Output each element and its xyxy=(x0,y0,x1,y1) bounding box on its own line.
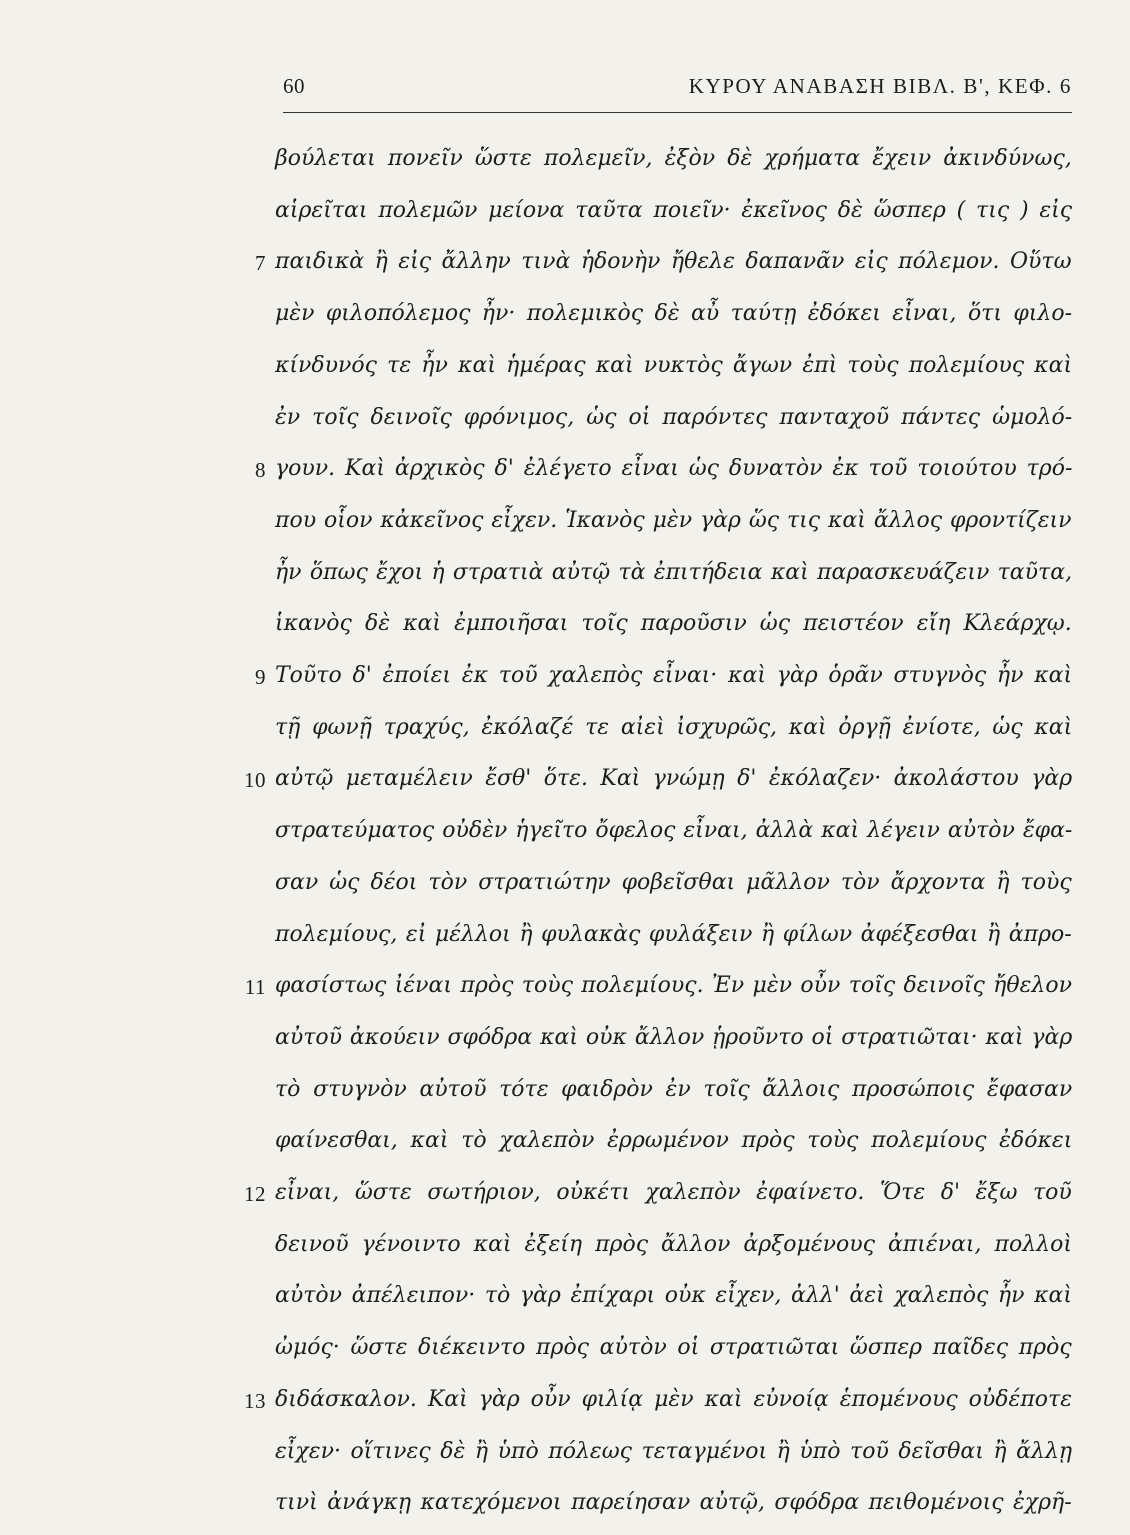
section-number: 13 xyxy=(244,1388,266,1413)
text-line xyxy=(0,1483,1130,1535)
line-text: μὲν φιλοπόλεμος ἦν· πολεμικὸς δὲ αὖ ταύτῃ ἐδόκει εἶναι, ὅτι φιλο- xyxy=(275,301,1073,327)
running-title: ΚΥΡΟΥ ΑΝΑΒΑΣΗ ΒΙΒΛ. Β', ΚΕΦ. 6 xyxy=(688,74,1072,98)
text-line xyxy=(0,501,1130,553)
line-text: εἶχεν· οἵτινες δὲ ἢ ὑπὸ πόλεως τεταγμένοι ἢ ὑπὸ τοῦ δεῖσθαι ἢ ἄλλῃ xyxy=(275,1438,1073,1464)
text-line xyxy=(0,708,1130,760)
text-line xyxy=(0,1121,1130,1173)
text-line xyxy=(0,915,1130,967)
line-text: σαν ὡς δέοι τὸν στρατιώτην φοβεῖσθαι μᾶλλον τὸν ἄρχοντα ἢ τοὺς xyxy=(275,869,1072,895)
line-text: διδάσκαλον. Καὶ γὰρ οὖν φιλίᾳ μὲν καὶ εὐνοίᾳ ἑπομένους οὐδέποτε xyxy=(275,1386,1073,1412)
section-number: 8 xyxy=(255,458,266,483)
header-rule xyxy=(283,112,1072,113)
text-line xyxy=(0,863,1130,915)
line-text: τινὶ ἀνάγκῃ κατεχόμενοι παρείησαν αὐτῷ, σφόδρα πειθομένοις ἐχρῆ- xyxy=(275,1490,1072,1516)
line-text: ὠμός· ὥστε διέκειντο πρὸς αὐτὸν οἱ στρατιῶται ὥσπερ παῖδες πρὸς xyxy=(275,1335,1072,1361)
page-header xyxy=(283,70,1072,106)
text-line xyxy=(0,656,1130,708)
line-text: ἦν ὅπως ἔχοι ἡ στρατιὰ αὐτῷ τὰ ἐπιτήδεια καὶ παρασκευάζειν ταῦτα, xyxy=(275,559,1073,585)
line-text: στρατεύματος οὐδὲν ἡγεῖτο ὄφελος εἶναι, ἀλλὰ καὶ λέγειν αὐτὸν ἔφα- xyxy=(275,818,1073,844)
text-line xyxy=(0,242,1130,294)
section-number: 10 xyxy=(244,768,266,793)
line-text: ἐν τοῖς δεινοῖς φρόνιμος, ὡς οἱ παρόντες πανταχοῦ πάντες ὡμολό- xyxy=(275,404,1073,430)
line-text: κίνδυνός τε ἦν καὶ ἡμέρας καὶ νυκτὸς ἄγων ἐπὶ τοὺς πολεμίους καὶ xyxy=(275,352,1073,378)
section-number: 9 xyxy=(255,665,266,689)
text-line xyxy=(0,398,1130,450)
line-text: αὐτὸν ἀπέλειπον· τὸ γὰρ ἐπίχαρι οὐκ εἶχεν, ἀλλ' ἀεὶ χαλεπὸς ἦν καὶ xyxy=(275,1283,1073,1309)
text-line xyxy=(0,759,1130,811)
text-line xyxy=(0,449,1130,501)
section-number: 12 xyxy=(244,1182,266,1206)
section-number: 7 xyxy=(255,251,266,276)
text-line xyxy=(0,1328,1130,1380)
text-line xyxy=(0,346,1130,398)
line-text: εἶναι, ὥστε σωτήριον, οὐκέτι χαλεπὸν ἐφαίνετο. Ὅτε δ' ἔξω τοῦ xyxy=(275,1180,1072,1205)
line-text: γουν. Καὶ ἀρχικὸς δ' ἐλέγετο εἶναι ὡς δυνατὸν ἐκ τοῦ τοιούτου τρό- xyxy=(275,456,1073,482)
line-text: βούλεται πονεῖν ὥστε πολεμεῖν, ἐξὸν δὲ χρήματα ἔχειν ἀκινδύνως, xyxy=(275,146,1072,171)
line-text: πολεμίους, εἰ μέλλοι ἢ φυλακὰς φυλάξειν ἢ φίλων ἀφέξεσθαι ἢ ἀπρο- xyxy=(275,921,1072,947)
text-line xyxy=(0,1018,1130,1070)
text-line xyxy=(0,191,1130,243)
line-text: τῇ φωνῇ τραχύς, ἐκόλαζέ τε αἰεὶ ἰσχυρῶς, καὶ ὀργῇ ἐνίοτε, ὡς καὶ xyxy=(275,714,1073,740)
line-text: φαίνεσθαι, καὶ τὸ χαλεπὸν ἐρρωμένον πρὸς τοὺς πολεμίους ἐδόκει xyxy=(275,1128,1073,1154)
text-line xyxy=(0,811,1130,863)
text-line xyxy=(0,1432,1130,1484)
text-line xyxy=(0,1276,1130,1328)
text-line xyxy=(0,966,1130,1018)
text-line xyxy=(0,294,1130,346)
line-text: αὐτοῦ ἀκούειν σφόδρα καὶ οὐκ ἄλλον ᾑροῦντο οἱ στρατιῶται· καὶ γὰρ xyxy=(275,1024,1073,1050)
section-number: 11 xyxy=(244,975,266,1000)
page-number: 60 xyxy=(283,74,305,98)
text-line xyxy=(0,604,1130,656)
line-text: αὐτῷ μεταμέλειν ἔσθ' ὅτε. Καὶ γνώμῃ δ' ἐκόλαζεν· ἀκολάστου γὰρ xyxy=(275,766,1073,792)
line-text: τὸ στυγνὸν αὐτοῦ τότε φαιδρὸν ἐν τοῖς ἄλλοις προσώποις ἔφασαν xyxy=(275,1076,1073,1102)
line-text: που οἷον κἀκεῖνος εἶχεν. Ἱκανὸς μὲν γὰρ ὥς τις καὶ ἄλλος φροντίζειν xyxy=(275,507,1072,533)
text-line xyxy=(0,1070,1130,1122)
text-line xyxy=(0,1173,1130,1225)
line-text: ἱκανὸς δὲ καὶ ἐμποιῆσαι τοῖς παροῦσιν ὡς πειστέον εἴη Κλεάρχῳ. xyxy=(275,611,1072,637)
text-line xyxy=(0,553,1130,605)
text-line xyxy=(0,139,1130,191)
line-text: δεινοῦ γένοιντο καὶ ἐξείη πρὸς ἄλλον ἀρξομένους ἀπιέναι, πολλοὶ xyxy=(275,1231,1072,1257)
line-text: αἱρεῖται πολεμῶν μείονα ταῦτα ποιεῖν· ἐκεῖνος δὲ ὥσπερ ( τις ) εἰς xyxy=(275,197,1073,223)
line-text: φασίστως ἰέναι πρὸς τοὺς πολεμίους. Ἐν μὲν οὖν τοῖς δεινοῖς ἤθελον xyxy=(275,973,1072,999)
line-text: παιδικὰ ἢ εἰς ἄλλην τινὰ ἡδονὴν ἤθελε δαπανᾶν εἰς πόλεμον. Οὕτω xyxy=(275,249,1072,275)
text-line xyxy=(0,1380,1130,1432)
line-text: Τοῦτο δ' ἐποίει ἐκ τοῦ χαλεπὸς εἶναι· καὶ γὰρ ὁρᾶν στυγνὸς ἦν καὶ xyxy=(275,663,1073,688)
text-line xyxy=(0,1225,1130,1277)
